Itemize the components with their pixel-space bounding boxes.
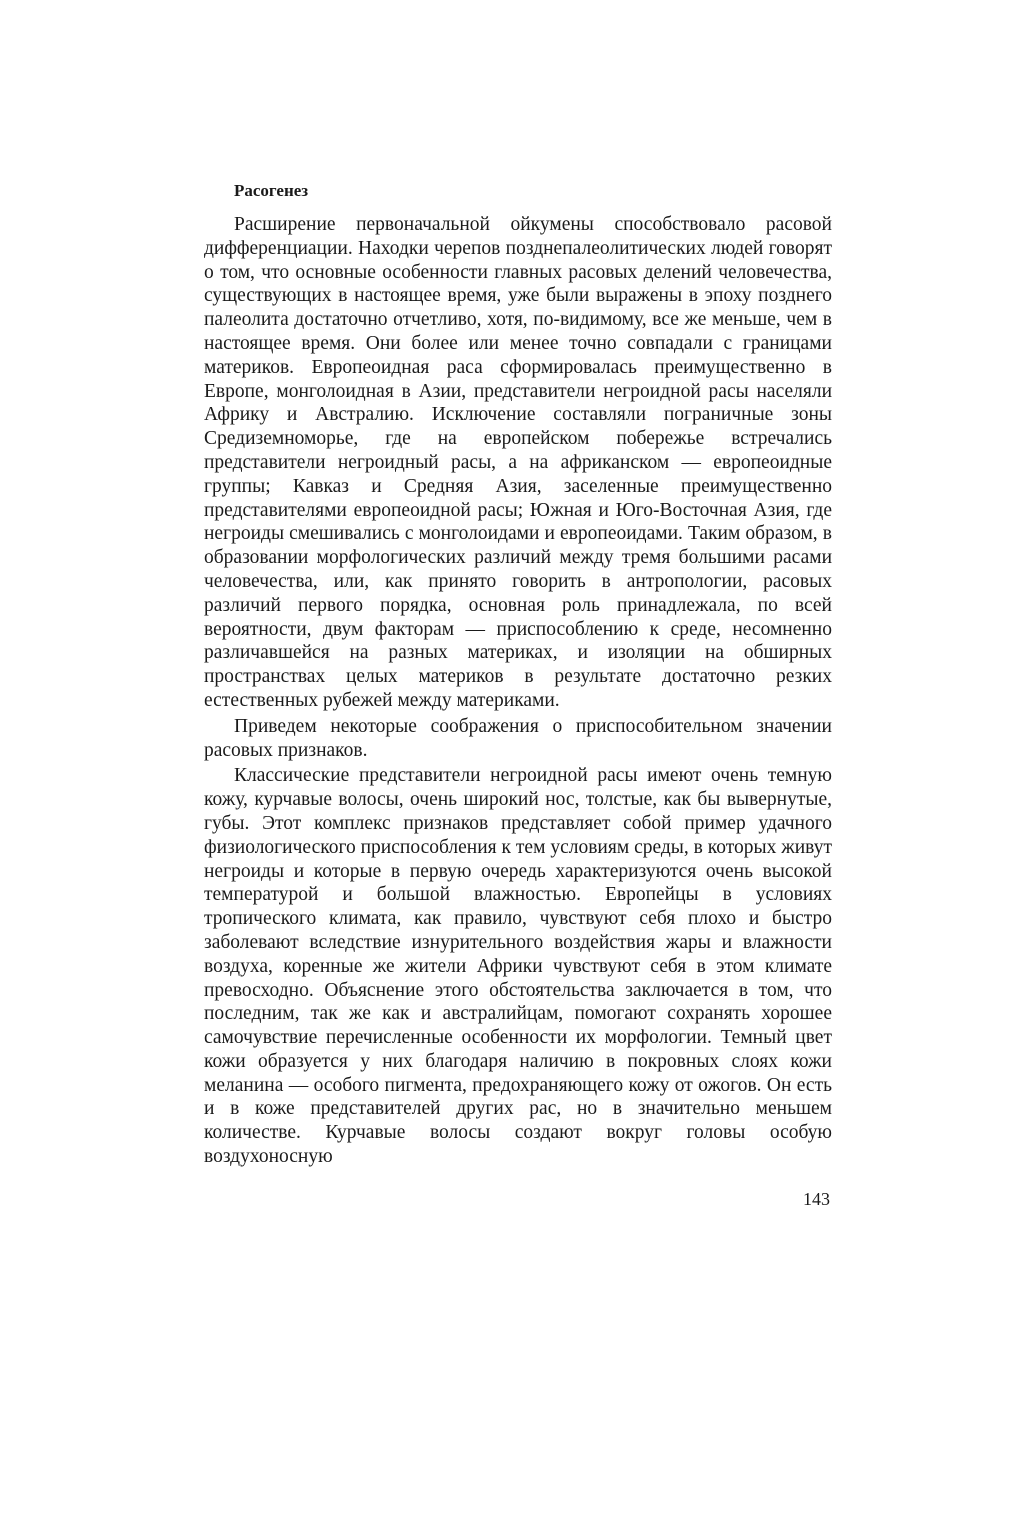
text-block — [204, 176, 832, 1169]
paragraph-2: Приведем некоторые соображения о приспособительном значении расовых признаков. — [204, 715, 832, 761]
section-heading: Расогенез — [234, 181, 309, 200]
paragraph-1: Расширение первоначальной ойкумены способствовало расовой дифференциации. Находки черепов позднепалеолитических людей говорят о том, что основные особенности главных расовых делений человечества, существующих в настоящее время, уже были выражены в эпоху позднего палеолита достаточно отчетливо, хотя, по-видимому, все же меньше, чем в настоящее время. Они более или менее точно совпадали с границами материков. Европеоидная раса сформировалась преимущественно в Европе, монголоидная в Азии, представители негроидной расы населяли Африку и Австралию. Исключение составляли пограничные зоны Средиземноморье, где на европейском побережье встречались представители негроидный расы, а на африканском — европеоидные группы; Кавказ и Средняя Азия, заселенные преимущественно представителями европеоидной расы; Южная и Юго-Восточная Азия, где негроиды смешивались с монголоидами и европеоидами. Таким образом, в образовании морфологических различий между тремя большими расами человечества, или, как принято говорить в антропологии, расовых различий первого порядка, основная роль принадлежала, по всей вероятности, двум факторам — приспособлению к среде, несомненно различавшейся на разных материках, и изоляции на обширных пространствах целых материков в результате достаточно резких естественных рубежей между материками. — [204, 214, 832, 711]
page-number: 143 — [803, 1189, 830, 1209]
paragraph-3: Классические представители негроидной расы имеют очень темную кожу, курчавые волосы, очень широкий нос, толстые, как бы вывернутые, губы. Этот комплекс признаков представляет собой пример удачного физиологического приспособления к тем условиям среды, в которых живут негроиды и которые в первую очередь характеризуются очень высокой температурой и большой влажностью. Европейцы в условиях тропического климата, как правило, чувствуют себя плохо и быстро заболевают вследствие изнурительного воздействия жары и влажности воздуха, коренные же жители Африки чувствуют себя в этом климате превосходно. Объяснение этого обстоятельства заключается в том, что последним, так же как и австралийцам, помогают сохранять хорошее самочувствие перечисленные особенности их морфологии. Темный цвет кожи образуется у них благодаря наличию в покровных слоях кожи меланина — особого пигмента, предохраняющего кожу от ожогов. Он есть и в коже представителей других рас, но в значительно меньшем количестве. Курчавые волосы создают вокруг головы особую воздухоносную — [204, 765, 832, 1168]
